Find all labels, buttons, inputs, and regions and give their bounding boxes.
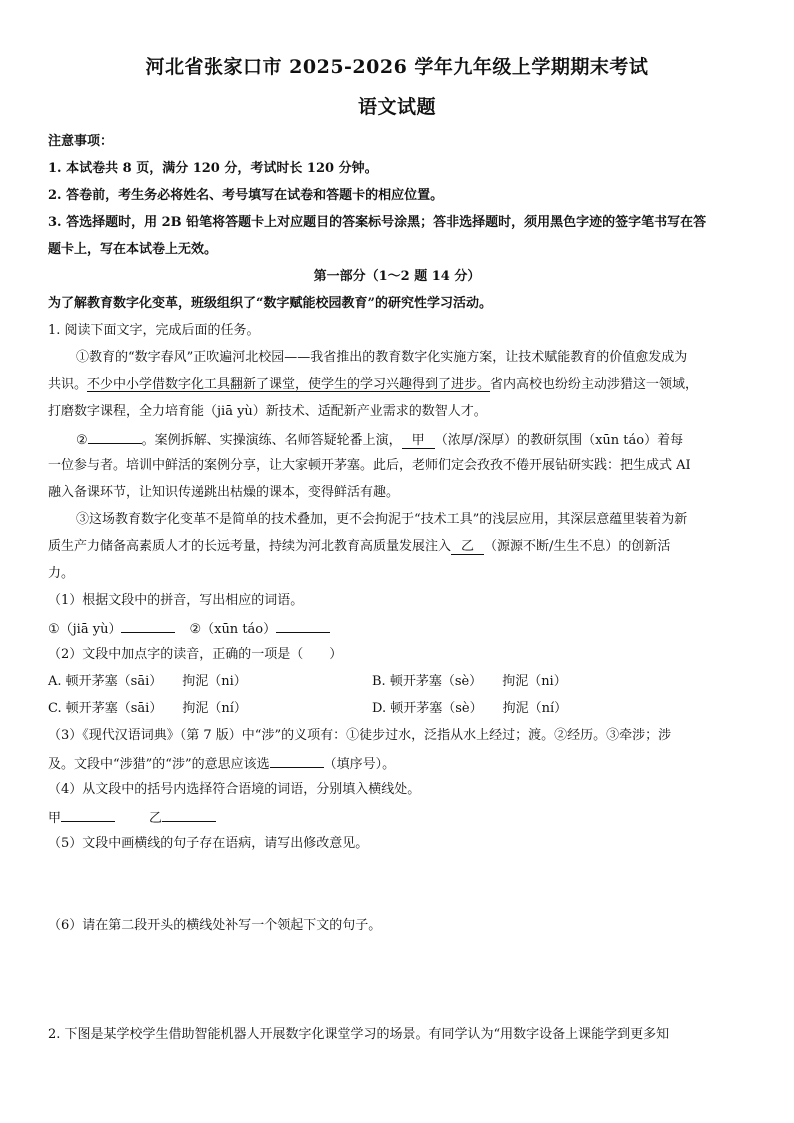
notice-item-3-line-2: 题卡上，写在本试卷上无效。: [48, 242, 218, 257]
passage-p3-line-3: 力。: [48, 566, 75, 581]
option-c-part-1: C. 顿开茅塞（sāi）: [48, 701, 163, 716]
option-d-part-2: 拘泥（ní）: [502, 701, 568, 716]
task-4-blank-jia[interactable]: [61, 808, 115, 822]
passage-p3-line-2-start: 质生产力储备高素质人才的长远考量，持续为河北教育高质量发展注入: [48, 539, 452, 554]
passage-p1-line-3: 打磨数字课程，全力培育能（jiā yù）新技术、适配新产业需求的数智人才。: [48, 404, 487, 419]
task-3-blank[interactable]: [270, 754, 324, 768]
task-4-blank-yi[interactable]: [162, 808, 216, 822]
exam-title: 河北省张家口市 2025-2026 学年九年级上学期期末考试: [145, 56, 649, 78]
task-1-item-a: ①（jiā yù）: [48, 622, 122, 637]
task-1-answers: [48, 619, 748, 639]
underlined-sentence: 不少中小学借数字化工具翻新了课堂，使学生的学习兴趣得到了进步。: [87, 377, 491, 392]
passage-p3-line-2-end: （源源不断/生生不息）的创新活: [484, 539, 671, 554]
notice-item-2: 2. 答卷前，考生务必将姓名、考号填写在试卷和答题卡的相应位置。: [48, 188, 444, 203]
question-1-prompt: 1. 阅读下面文字，完成后面的任务。: [48, 323, 260, 338]
task-5-prompt: （5）文段中画横线的句子存在语病，请写出修改意见。: [48, 836, 369, 851]
task-3-line-2-end: （填序号）。: [323, 757, 396, 772]
task-4-prompt: （4）从文段中的括号内选择符合语境的词语，分别填入横线处。: [48, 782, 421, 797]
passage-p1-line-2: [48, 376, 748, 394]
option-a-part-1: A. 顿开茅塞（sāi）: [48, 674, 163, 689]
passage-p3-line-2: [48, 538, 748, 556]
option-b-part-1: B. 顿开茅塞（sè）: [372, 674, 483, 689]
task-2-options-row-1: [48, 673, 748, 691]
passage-p1-line-1: ①教育的“数字春风”正吹遍河北校园——我省推出的教育数字化实施方案，让技术赋能教育的价值愈发成为: [76, 350, 688, 365]
notice-item-3-line-1: 3. 答选择题时，用 2B 铅笔将答题卡上对应题目的答案标号涂黑；答非选择题时，须用黑色字迹的签字笔书写在答: [48, 215, 707, 230]
option-d[interactable]: [372, 700, 567, 718]
notice-heading: 注意事项：: [48, 134, 114, 149]
passage-p2-line-2: 一位参与者。培训中鲜活的案例分享，让大家顿开茅塞。此后，老师们定会孜孜不倦开展钻研实践：把生成式 AI: [48, 458, 691, 473]
passage-p2-line-1: [76, 430, 776, 450]
exam-subtitle: 语文试题: [357, 96, 436, 118]
task-1-item-b: ②（xūn táo）: [189, 622, 277, 637]
option-c-part-2: 拘泥（ní）: [182, 701, 247, 716]
passage-p2-line-1-end: （浓厚/深厚）的教研氛围（xūn táo）着每: [434, 433, 684, 448]
passage-p1-line-2-end: 省内高校也纷纷主动涉猎这一领域，: [490, 377, 699, 392]
option-d-part-1: D. 顿开茅塞（sè）: [372, 701, 483, 716]
task-2-prompt: （2）文段中加点字的读音，正确的一项是（ ）: [48, 647, 343, 662]
passage-blank-opening[interactable]: [88, 430, 142, 444]
task-1-blank-a[interactable]: [121, 619, 175, 633]
task-4-yi-label: 乙: [149, 811, 163, 826]
passage-p2-line-3: 融入备课环节，让知识传递跳出枯燥的课本，变得鲜活有趣。: [48, 485, 400, 500]
task-2-options-row-2: [48, 700, 748, 718]
task-4-jia-label: 甲: [48, 811, 62, 826]
question-2-text: 2. 下图是某学校学生借助智能机器人开展数字化课堂学习的场景。有同学认为“用数字设备上课能学到更多知: [48, 1027, 670, 1042]
passage-p2-line-1-mid: 。案例拆解、实操演练、名师答疑轮番上演，: [141, 433, 402, 448]
option-a[interactable]: [48, 674, 247, 689]
task-3-line-1: （3）《现代汉语词典》（第 7 版）中“涉”的义项有：①徒步过水，泛指从水上经过；渡。②经历。③牵涉；涉: [48, 728, 672, 743]
task-4-answers: [48, 808, 748, 828]
task-6-prompt: （6）请在第二段开头的横线处补写一个领起下文的句子。: [48, 918, 382, 933]
passage-p3-line-1: ③这场教育数字化变革不是简单的技术叠加，更不会拘泥于“技术工具”的浅层应用，其深层意蕴里装着为新: [76, 512, 688, 527]
task-1-prompt: （1）根据文段中的拼音，写出相应的词语。: [48, 593, 304, 608]
passage-blank-jia[interactable]: 甲: [402, 433, 435, 449]
notice-item-1: 1. 本试卷共 8 页，满分 120 分，考试时长 120 分钟。: [48, 161, 378, 176]
task-3-line-2: [48, 754, 748, 774]
task-1-blank-b[interactable]: [276, 619, 330, 633]
passage-p1-line-2-start: 共识。: [48, 377, 88, 392]
part1-heading: 第一部分（1～2 题 14 分）: [313, 269, 481, 284]
part1-intro: 为了解教育数字化变革，班级组织了“数字赋能校园教育”的研究性学习活动。: [48, 296, 492, 311]
option-b-part-2: 拘泥（ni）: [502, 674, 567, 689]
option-c[interactable]: [48, 701, 247, 716]
passage-blank-yi[interactable]: 乙: [451, 539, 484, 555]
option-a-part-2: 拘泥（ni）: [182, 674, 247, 689]
task-3-line-2-start: 及。文段中“涉猎”的“涉”的意思应该选: [48, 757, 270, 772]
option-b[interactable]: [372, 673, 567, 691]
passage-p2-number: ②: [76, 433, 88, 448]
